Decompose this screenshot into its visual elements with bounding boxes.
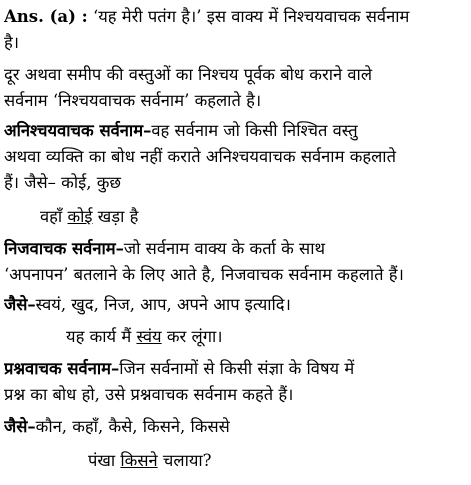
anishchay-line-3 [4, 170, 467, 196]
nijvachak-jaise-line [4, 292, 467, 318]
example-text: चलाया? [157, 451, 212, 470]
nijvachak-dash: – [115, 239, 124, 258]
example-text: खड़ा है [92, 207, 139, 226]
prashnavachak-definition: जिन सर्वनामों से किसी संज्ञा के विषय में [119, 359, 355, 378]
example-text: यह कार्य मैं [66, 327, 137, 346]
anishchay-heading: अनिश्चयवाचक सर्वनाम [4, 121, 144, 140]
prashnavachak-dash: – [111, 359, 120, 378]
nijvachak-examples: स्वयं, खुद, निज, आप, अपने आप इत्यादि। [35, 295, 291, 314]
definition-line-1 [4, 62, 467, 88]
answer-statement-end: है। [4, 33, 20, 52]
nijvachak-heading: निजवाचक सर्वनाम [4, 239, 116, 258]
anishchay-example-sentence [40, 204, 467, 230]
example-underlined-word: किसने [120, 451, 158, 470]
anishchay-definition-cont: अथवा व्यक्ति का बोध नहीं कराते अनिश्चयवाचक सर्वनाम कहलाते [4, 147, 396, 166]
prashnavachak-jaise-line [4, 414, 467, 440]
definition-line-2 [4, 88, 467, 114]
prashnavachak-definition-cont: प्रश्न का बोध हो, उसे प्रश्नवाचक सर्वनाम कहते हैं। [4, 385, 294, 404]
example-text: पंखा [88, 451, 121, 470]
example-underlined-word: कोई [67, 207, 93, 226]
prashnavachak-line-1 [4, 356, 467, 382]
definition-text: दूर अथवा समीप की वस्तुओं का निश्चय पूर्वक बोध कराने वाले [4, 65, 373, 84]
answer-statement: ‘यह मेरी पतंग है।’ इस वाक्य में निश्चयवाचक सर्वनाम [92, 7, 410, 26]
anishchay-examples: हैं। जैसे– कोई, कुछ [4, 173, 121, 192]
prashnavachak-examples: कौन, कहाँ, कैसे, किसने, किससे [35, 417, 230, 436]
example-underlined-word: स्वंय [136, 327, 162, 346]
answer-label: Ans. (a) : [4, 7, 88, 26]
jaise-label: जैसे [4, 295, 28, 314]
answer-line-1 [4, 4, 467, 30]
anishchay-definition: वह सर्वनाम जो किसी निश्चित वस्तु [151, 121, 358, 140]
jaise-dash: – [27, 295, 36, 314]
answer-line-2 [4, 30, 467, 56]
anishchay-dash: – [143, 121, 152, 140]
prashnavachak-example-sentence [88, 448, 467, 474]
anishchay-line-1 [4, 118, 467, 144]
nijvachak-line-2 [4, 262, 467, 288]
prashnavachak-heading: प्रश्नवाचक सर्वनाम [4, 359, 112, 378]
definition-text-end: सर्वनाम ‘निश्चयवाचक सर्वनाम’ कहलाते है। [4, 91, 262, 110]
anishchay-line-2 [4, 144, 467, 170]
jaise-dash: – [27, 417, 36, 436]
jaise-label: जैसे [4, 417, 28, 436]
nijvachak-line-1 [4, 236, 467, 262]
nijvachak-definition: जो सर्वनाम वाक्य के कर्ता के साथ [123, 239, 326, 258]
prashnavachak-line-2 [4, 382, 467, 408]
nijvachak-example-sentence [66, 324, 467, 350]
example-text: कर लूंगा। [161, 327, 223, 346]
nijvachak-definition-cont: ‘अपनापन’ बतलाने के लिए आते है, निजवाचक सर्वनाम कहलाते हैं। [4, 265, 404, 284]
example-text: वहाँ [40, 207, 68, 226]
